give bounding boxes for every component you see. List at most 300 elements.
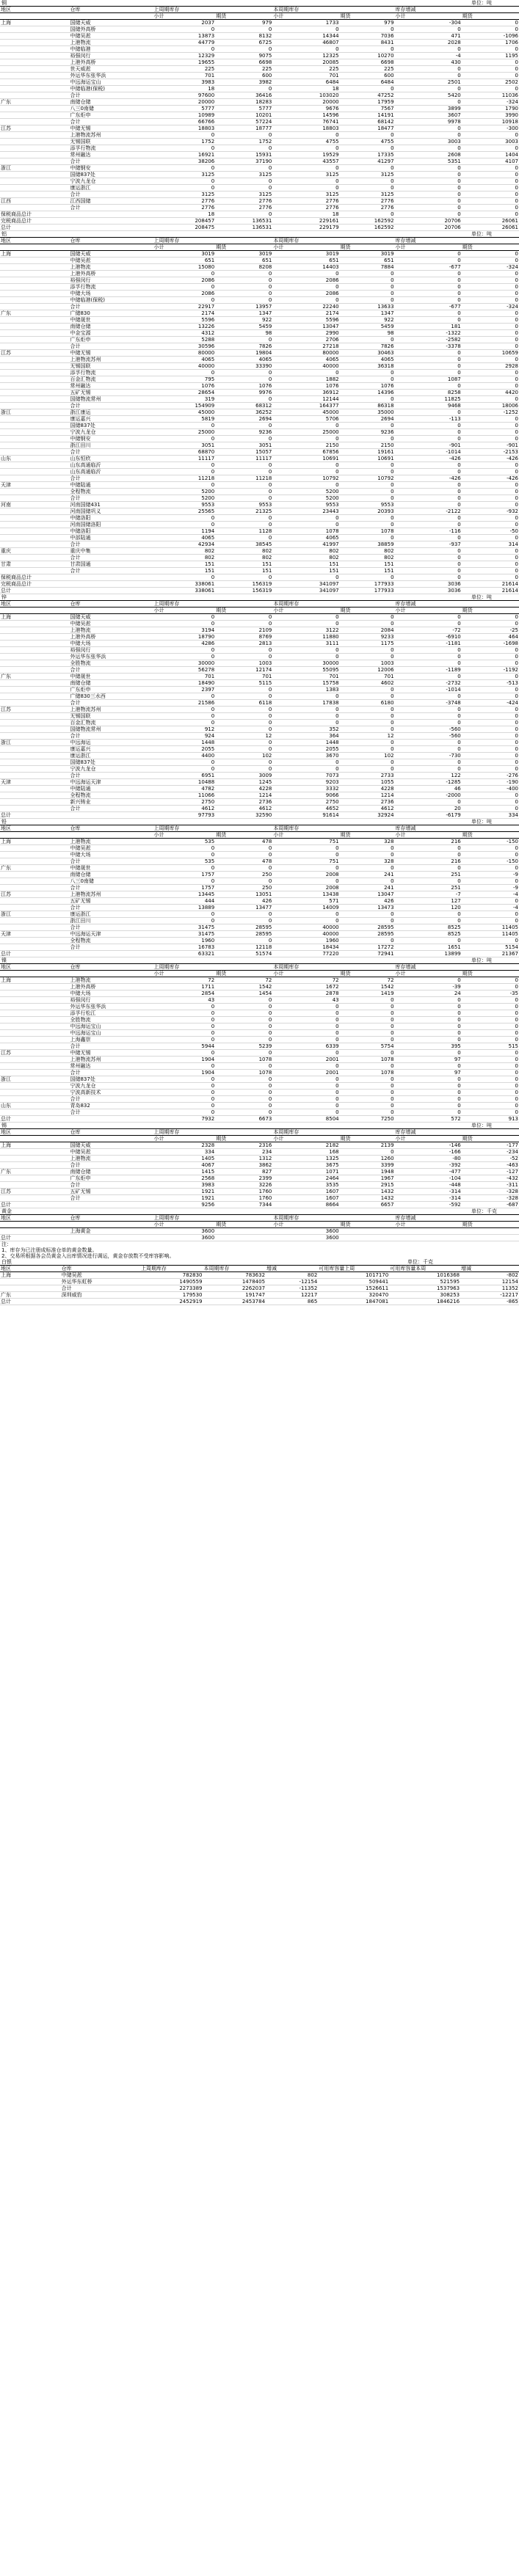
value-cell: 10201 [215,112,272,119]
value-cell: 6725 [215,40,272,46]
value-cell: 1076 [340,383,395,390]
value-cell: 0 [215,46,272,53]
value-cell: 0 [462,191,519,198]
region-cell: 总计 [0,1299,61,1305]
region-cell [0,905,69,911]
table-row [0,786,519,792]
value-cell: 11218 [153,475,216,482]
region-cell [0,370,69,376]
value-cell: 0 [340,1090,395,1096]
warehouse-cell: 中储晟世 [69,317,153,324]
value-cell: 1847081 [318,1299,389,1305]
warehouse-cell: 宁波九龙仓 [69,178,153,185]
value-cell: 751 [272,839,339,845]
value-cell: 0 [272,462,339,469]
value-cell: 0 [215,396,272,403]
value-cell: 30000 [153,660,216,667]
table-row [0,211,519,218]
warehouse-cell: 广东炬申 [69,337,153,343]
value-cell: 0 [395,759,462,766]
value-cell: 5154 [462,944,519,951]
value-cell: 0 [215,693,272,700]
table-row [0,1017,519,1024]
value-cell: 0 [215,26,272,33]
value-cell: 2776 [340,198,395,205]
value-cell: 3862 [215,1162,272,1169]
warehouse-cell: 广储830 [69,310,153,317]
value-cell: 19161 [340,449,395,456]
value-cell: 28595 [340,924,395,931]
value-cell: 0 [462,759,519,766]
table-row [0,878,519,885]
value-cell: -4 [462,905,519,911]
value-cell: 0 [272,297,339,304]
warehouse-cell: 南储仓储 [69,872,153,878]
region-cell [0,158,69,165]
value-cell: 1448 [153,740,216,746]
value-cell: -687 [462,1202,519,1208]
value-cell: 0 [395,535,462,541]
value-cell: 0 [462,647,519,654]
value-cell: 5459 [340,324,395,330]
value-cell: 208457 [153,218,216,225]
table-row [0,515,519,522]
value-cell: 0 [340,495,395,502]
region-cell: 上海 [0,1142,69,1149]
region-cell [0,436,69,442]
value-cell: 0 [462,1083,519,1090]
region-cell [0,515,69,522]
value-cell: 9468 [395,403,462,409]
value-cell: 2262037 [203,1285,266,1292]
metal-name: 铜 [1,0,7,6]
value-cell: 9203 [272,779,339,786]
warehouse-cell: 国储物流常州 [69,726,153,733]
value-cell: 0 [395,370,462,376]
warehouse-cell: 国储天威 [69,20,153,26]
value-cell: 0 [340,614,395,621]
column-subheader: 期货 [215,832,272,839]
value-cell: 14403 [272,264,339,271]
value-cell: 0 [215,1037,272,1043]
region-cell: 广东 [0,99,69,106]
value-cell: 0 [215,713,272,720]
table-row [0,574,519,581]
table-row [0,456,519,462]
value-cell: 0 [272,1030,339,1037]
region-cell: 广东 [0,674,69,680]
value-cell: 0 [215,178,272,185]
value-cell: 0 [215,489,272,495]
value-cell: 0 [395,495,462,502]
value-cell: 0 [215,284,272,291]
value-cell: 338061 [153,581,216,588]
value-cell: 0 [153,707,216,713]
unit-label: 单位：吨 [471,1123,492,1128]
value-cell: 0 [272,370,339,376]
value-cell: -1192 [462,667,519,674]
table-row [0,475,519,482]
warehouse-cell: 合计 [69,1070,153,1076]
value-cell: -1096 [462,33,519,40]
table-row [0,396,519,403]
region-cell: 浙江 [0,911,69,918]
table-row [0,409,519,416]
value-cell: 216 [395,858,462,865]
value-cell: 0 [215,145,272,152]
value-cell: 10792 [340,475,395,482]
value-cell: 0 [462,337,519,343]
value-cell: 41297 [340,158,395,165]
column-subheader: 小计 [153,971,216,977]
warehouse-cell: 河南国储洛阳 [69,522,153,528]
table-row [0,449,519,456]
value-cell: -7 [395,891,462,898]
value-cell: 0 [395,1076,462,1083]
region-cell: 江苏 [0,891,69,898]
value-cell: 72 [272,977,339,984]
value-cell: 25000 [272,429,339,436]
value-cell: -150 [462,858,519,865]
value-cell: 6673 [215,1116,272,1123]
value-cell: 4065 [153,357,216,363]
warehouse-cell: 五矿无锡 [69,390,153,396]
value-cell: 0 [272,1050,339,1057]
value-cell: 314 [462,541,519,548]
column-subheader [0,1222,69,1228]
table-row [0,337,519,343]
value-cell: 5596 [153,317,216,324]
value-cell: 0 [340,621,395,627]
warehouse-cell: 河南国储巩义 [69,508,153,515]
header-row [0,7,519,13]
value-cell: 6657 [340,1202,395,1208]
value-cell: 0 [462,310,519,317]
value-cell: 0 [215,462,272,469]
value-cell: 0 [462,898,519,905]
region-cell [0,845,69,852]
column-header: 地区 [0,1215,69,1222]
value-cell: 0 [272,759,339,766]
warehouse-cell: 合计 [69,568,153,574]
warehouse-cell: 中远海运宝山 [69,1030,153,1037]
table-row [0,304,519,310]
value-cell: 0 [395,423,462,429]
value-cell: 7073 [272,773,339,779]
table-row [0,891,519,898]
value-cell: 2397 [153,687,216,693]
value-cell: 8504 [272,1116,339,1123]
value-cell: 308253 [389,1292,460,1299]
region-cell: 总计 [0,1235,69,1241]
value-cell: 21614 [462,581,519,588]
value-cell: 0 [462,66,519,73]
table-row [0,1169,519,1175]
value-cell: 0 [462,198,519,205]
value-cell: 0 [272,1037,339,1043]
column-header [215,238,272,244]
value-cell: 0 [395,740,462,746]
region-cell [0,799,69,806]
table-row [0,905,519,911]
value-cell: 1542 [340,984,395,990]
table-row [0,508,519,515]
region-cell: 广东 [0,865,69,872]
table-row [0,918,519,924]
value-cell: 0 [340,746,395,753]
value-cell: 2084 [340,627,395,634]
value-cell: 0 [395,185,462,191]
value-cell: -2153 [462,449,519,456]
column-subheader: 小计 [153,832,216,839]
column-header: 地区 [0,825,69,832]
value-cell: 0 [462,1109,519,1116]
value-cell: 2150 [340,442,395,449]
value-cell: 0 [462,370,519,376]
value-cell: -463 [462,1162,519,1169]
warehouse-cell: 宁波九龙仓 [69,766,153,773]
table-row [0,442,519,449]
value-cell: 1967 [340,1175,395,1182]
value-cell: 2174 [272,310,339,317]
region-cell [0,304,69,310]
value-cell: 13889 [153,905,216,911]
value-cell: 0 [340,726,395,733]
table-row [0,1272,519,1279]
value-cell: 0 [272,713,339,720]
value-cell: 0 [462,997,519,1004]
value-cell: 0 [462,178,519,185]
value-cell: 11405 [462,931,519,938]
value-cell: 0 [272,720,339,726]
value-cell: 0 [215,1076,272,1083]
block-title [0,594,519,600]
value-cell: 1347 [215,310,272,317]
table-row [0,792,519,799]
warehouse-cell: 中储大场 [69,852,153,858]
value-cell: 0 [395,297,462,304]
value-cell: 0 [153,1004,216,1010]
value-cell: 0 [462,878,519,885]
table-row [0,667,519,674]
warehouse-cell: 中储临港(保税) [69,86,153,92]
value-cell: 0 [215,495,272,502]
value-cell: 0 [395,73,462,79]
value-cell: 2037 [153,20,216,26]
value-cell: 0 [462,1017,519,1024]
value-cell: 0 [215,997,272,1004]
value-cell: 9233 [340,634,395,641]
column-subheader: 期货 [462,244,519,251]
value-cell: 0 [153,845,216,852]
value-cell: 0 [462,1057,519,1063]
table-row [0,1030,519,1037]
value-cell: 3600 [272,1228,339,1235]
value-cell: 0 [215,297,272,304]
value-cell: 13438 [272,891,339,898]
column-subheader [69,1222,153,1228]
region-cell: 江苏 [0,125,69,132]
value-cell: 0 [462,317,519,324]
value-cell: 0 [153,1076,216,1083]
value-cell: 12154 [460,1279,519,1285]
value-cell: 11880 [272,634,339,641]
region-cell: 江苏 [0,1050,69,1057]
value-cell: 0 [395,383,462,390]
value-cell: 10691 [340,456,395,462]
column-header: 地区 [0,1266,61,1272]
value-cell: 1128 [215,528,272,535]
value-cell [215,1228,272,1235]
value-cell: 701 [272,73,339,79]
value-cell: 0 [340,145,395,152]
value-cell: 0 [340,1076,395,1083]
warehouse-cell: 外运华东虹桥 [61,1279,140,1285]
region-cell [0,621,69,627]
table-row [0,858,519,865]
value-cell: 11352 [460,1285,519,1292]
subheader-row [0,971,519,977]
table-row [0,376,519,383]
value-cell: 0 [395,165,462,172]
unit-label: 单位：吨 [471,0,492,6]
value-cell: 1405 [153,1156,216,1162]
region-cell [0,938,69,944]
column-header: 本周期库存 [272,825,339,832]
value-cell: -424 [462,700,519,707]
value-cell: 2028 [395,40,462,46]
column-subheader [69,1136,153,1142]
region-cell: 总计 [0,225,69,231]
value-cell: 14009 [272,905,339,911]
warehouse-cell: 中储大场 [69,641,153,647]
region-cell [0,522,69,528]
value-cell: 0 [340,165,395,172]
warehouse-cell: 中储陆通 [69,786,153,792]
value-cell: 2150 [272,442,339,449]
region-cell: 总计 [0,588,69,594]
region-cell [0,641,69,647]
value-cell: 0 [215,1083,272,1090]
region-cell [0,495,69,502]
value-cell: 0 [395,865,462,872]
value-cell: -9 [462,872,519,878]
value-cell: 57224 [215,119,272,125]
value-cell: -1252 [462,409,519,416]
value-cell: 795 [153,376,216,383]
value-cell: 0 [340,1149,395,1156]
value-cell: 0 [462,423,519,429]
column-header [340,7,395,13]
table-row [0,924,519,931]
value-cell: 426 [215,898,272,905]
value-cell: 18434 [272,944,339,951]
column-header [215,601,272,607]
value-cell: 3019 [153,251,216,258]
value-cell: 1607 [272,1189,339,1195]
value-cell: 0 [395,251,462,258]
value-cell: 68142 [340,119,395,125]
value-cell: 0 [340,740,395,746]
table-row [0,1189,519,1195]
value-cell: 7344 [215,1202,272,1208]
value-cell: 1175 [340,641,395,647]
value-cell: 0 [462,211,519,218]
warehouse-cell: 上海鑫崇 [69,1037,153,1043]
table-row [0,1057,519,1063]
value-cell: 5200 [153,495,216,502]
warehouse-cell: 中储吴淞 [69,621,153,627]
value-cell: 42934 [153,541,216,548]
value-cell: 0 [395,1024,462,1030]
column-subheader: 期货 [340,13,395,20]
value-cell: 6484 [340,79,395,86]
value-cell: 4612 [153,806,216,812]
table-row [0,324,519,330]
region-cell [0,390,69,396]
value-cell: 47252 [340,92,395,99]
inventory-table [0,237,519,594]
note-line: 1、库存为已注册成标准仓单的黄金数量。 [1,1247,98,1253]
warehouse-cell: 合计 [69,205,153,211]
value-cell: 11825 [395,396,462,403]
table-row [0,191,519,198]
value-cell: 701 [272,674,339,680]
column-header: 仓库 [69,825,153,832]
value-cell: 179530 [140,1292,203,1299]
value-cell: 0 [340,1010,395,1017]
value-cell: 56278 [153,667,216,674]
value-cell: 8664 [272,1202,339,1208]
value-cell: 97 [395,1057,462,1063]
region-cell [0,475,69,482]
value-cell: 225 [272,66,339,73]
value-cell: 0 [462,938,519,944]
region-cell: 天津 [0,931,69,938]
column-subheader [69,971,153,977]
unit-label: 单位：千克 [407,1259,433,1265]
table-row [0,700,519,707]
value-cell: 0 [395,99,462,106]
table-row [0,674,519,680]
warehouse-cell: 中储吴淞 [69,33,153,40]
value-cell: 0 [462,291,519,297]
table-row [0,621,519,627]
warehouse-cell [69,218,153,225]
column-subheader [69,244,153,251]
warehouse-cell: 中远海运天津 [69,779,153,786]
value-cell: 0 [462,396,519,403]
value-cell: 2008 [272,872,339,878]
value-cell: 0 [462,654,519,660]
value-cell: 0 [462,429,519,436]
value-cell: 17838 [272,700,339,707]
column-header: 库存增减 [395,964,462,971]
value-cell: 156319 [215,588,272,594]
value-cell: 0 [215,654,272,660]
value-cell: 0 [272,918,339,924]
region-cell [0,112,69,119]
region-cell [0,264,69,271]
warehouse-cell: 重庆中集 [69,548,153,555]
value-cell: 0 [340,297,395,304]
metal-name: 镍 [1,957,7,963]
value-cell: 0 [462,1090,519,1096]
column-subheader: 小计 [272,832,339,839]
column-subheader: 小计 [395,832,462,839]
value-cell: 3983 [153,79,216,86]
warehouse-cell: 合计 [69,555,153,561]
